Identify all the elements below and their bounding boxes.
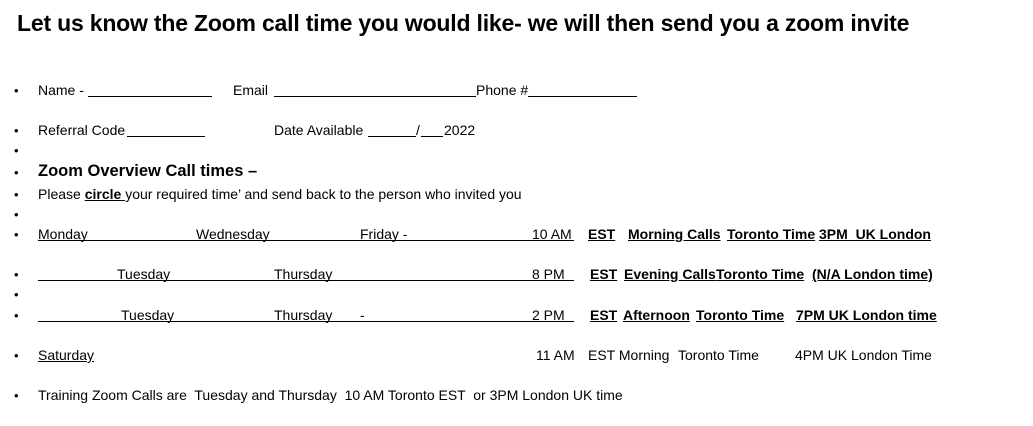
afternoon-uk-time: 7PM UK London time [796,307,937,323]
morning-day-3: Friday - [360,226,408,242]
email-label: Email [233,82,269,98]
afternoon-type: Afternoon [623,307,690,323]
bullet: • [14,207,19,222]
bullet: • [14,287,19,302]
morning-zone: EST [588,226,616,242]
evening-zone: EST [590,266,618,282]
instruction-row [0,186,1033,206]
bullet: • [14,143,19,158]
overview-heading-row [0,162,1033,186]
schedule-row-morning[interactable] [0,226,1033,246]
overview-heading: Zoom Overview Call times – [38,162,258,180]
evening-day-1: Tuesday [117,266,171,282]
evening-time: 8 PM [532,266,565,282]
referral-date-row [0,122,1033,142]
saturday-uk-time: 4PM UK London Time [795,347,932,363]
date-day-field[interactable] [421,136,443,137]
morning-type: Morning Calls [628,226,721,242]
afternoon-day-1: Tuesday [121,307,175,323]
schedule-row-evening[interactable] [0,266,1033,286]
page-title: Let us know the Zoom call time you would like- we will then send you a zoom invite [17,10,910,36]
empty-line [0,142,1033,162]
saturday-day: Saturday [38,347,95,363]
phone-field[interactable] [528,96,637,97]
bullet: • [14,83,19,98]
name-label: Name - [38,82,84,98]
training-row [0,387,1033,407]
evening-city: Toronto Time [716,266,805,282]
name-field[interactable] [88,96,212,97]
morning-time: 10 AM [532,226,572,242]
training-text: Training Zoom Calls are Tuesday and Thursday 10 AM Toronto EST or 3PM London UK time [38,387,623,403]
date-available-label: Date Available [274,122,364,138]
afternoon-zone: EST [590,307,618,323]
afternoon-dash: - [360,307,365,323]
bullet: • [14,348,19,363]
morning-day-1: Monday [38,226,88,242]
date-year: 2022 [444,122,476,138]
schedule-row-saturday[interactable] [0,347,1033,367]
afternoon-city: Toronto Time [696,307,785,323]
bullet: • [14,388,19,403]
morning-uk-time: 3PM UK London [819,226,931,242]
referral-code-label: Referral Code [38,122,126,138]
morning-day-2: Wednesday [196,226,270,242]
bullet: • [14,123,19,138]
phone-label: Phone # [476,82,529,98]
bullet: • [14,227,19,242]
instruction-emphasis: circle [84,186,126,202]
saturday-zone-type: EST Morning [588,347,670,363]
empty-line [0,206,1033,226]
bullet: • [14,267,19,282]
evening-day-2: Thursday [274,266,333,282]
empty-line [0,286,1033,306]
saturday-city: Toronto Time [678,347,759,363]
referral-code-field[interactable] [127,136,205,137]
instruction-after: your required time’ and send back to the person who invited you [125,186,522,202]
instruction-before: Please [38,186,85,202]
date-month-field[interactable] [368,136,416,137]
contact-fields-row [0,82,1033,102]
afternoon-day-2: Thursday [274,307,333,323]
saturday-time: 11 AM [536,347,575,363]
bullet: • [14,308,19,323]
schedule-row-afternoon[interactable] [0,307,1033,327]
evening-uk-time: (N/A London time) [812,266,933,282]
bullet: • [14,187,19,202]
morning-city: Toronto Time [727,226,816,242]
instruction-text [38,186,522,202]
evening-type: Evening Calls [624,266,716,282]
date-separator: / [416,122,420,138]
schedule-underline [38,240,574,241]
bullet: • [14,165,19,180]
afternoon-time: 2 PM [532,307,565,323]
email-field[interactable] [274,96,476,97]
